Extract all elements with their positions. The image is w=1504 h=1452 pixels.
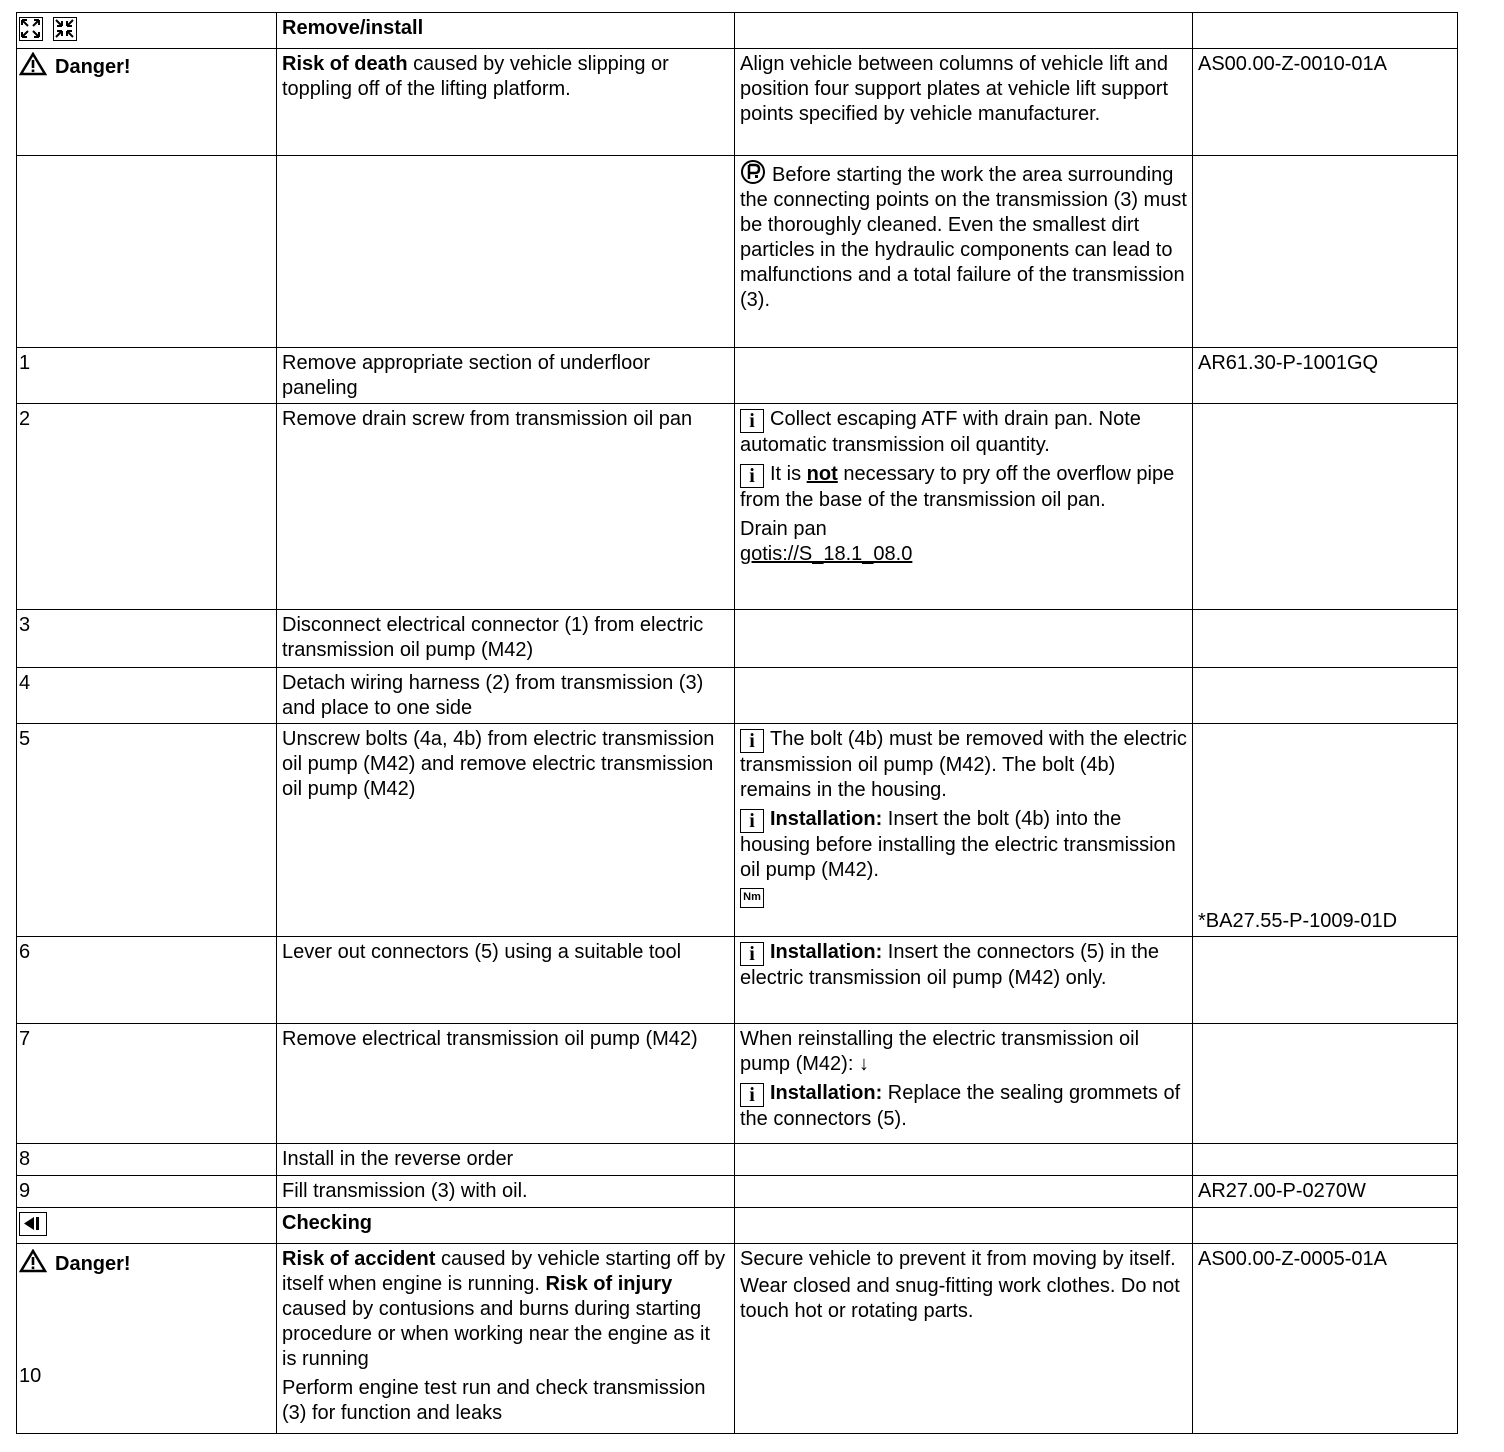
info-note: i It is not necessary to pry off the overflow pipe from the base of the transmission oil pan. (740, 463, 1175, 511)
step-action: Remove electrical transmission oil pump (M42) (277, 1024, 735, 1144)
danger-label: Danger! (55, 56, 131, 78)
info-icon: i (740, 729, 764, 753)
caution-circle-icon (740, 159, 766, 185)
info-icon: i (740, 809, 764, 833)
step-action: Remove appropriate section of underfloor paneling (277, 348, 735, 404)
clothing-measure: Wear closed and snug-fitting work clothes. Do not touch hot or rotating parts. (740, 1275, 1180, 1322)
reference-link-as00-0005[interactable]: AS00.00-Z-0005-01A (1193, 1244, 1458, 1434)
checking-header-row (17, 1208, 1458, 1244)
reference-link-ba27[interactable]: *BA27.55-P-1009-01D (1193, 724, 1458, 937)
torque-nm-icon: Nm (740, 888, 764, 908)
reference-link-as00-0010[interactable]: AS00.00-Z-0010-01A (1193, 49, 1458, 156)
step-number: 9 (17, 1176, 277, 1208)
reference-link-ar61[interactable]: AR61.30-P-1001GQ (1193, 348, 1458, 404)
step-action: Lever out connectors (5) using a suitable tool (277, 937, 735, 1024)
install-tool-icon (53, 17, 77, 41)
step-number: 2 (17, 404, 277, 610)
warning-triangle-icon (19, 1249, 47, 1273)
risk-of-death-label: Risk of death (282, 53, 408, 75)
step-action: Perform engine test run and check transmission (3) for function and leaks (282, 1377, 706, 1424)
step-row-1 (17, 348, 1458, 404)
danger-row-lift (17, 49, 1458, 156)
procedure-table (16, 12, 1458, 1434)
step-action: Remove drain screw from transmission oil pan (277, 404, 735, 610)
caution-row (17, 156, 1458, 348)
info-note: i Installation: Insert the bolt (4b) into the housing before installing the electric transmission oil pump (M42). (740, 808, 1176, 881)
info-note: i The bolt (4b) must be removed with the electric transmission oil pump (M42). The bolt (4b) remains in the housing. (740, 728, 1187, 801)
info-note: i Installation: Replace the sealing grommets of the connectors (5). (740, 1082, 1181, 1130)
step-row-8 (17, 1144, 1458, 1176)
step-row-2 (17, 404, 1458, 610)
step-row-5 (17, 724, 1458, 937)
lift-measure-text: Align vehicle between columns of vehicle lift and position four support plates at vehicle lift support points specified by vehicle manufacturer. (735, 49, 1193, 156)
risk-of-injury-label: Risk of injury (545, 1273, 673, 1295)
step-action: Unscrew bolts (4a, 4b) from electric transmission oil pump (M42) and remove electric transmission oil pump (M42) (277, 724, 735, 937)
step-action: Install in the reverse order (277, 1144, 735, 1176)
danger-row-engine: Danger! 10 Risk of accident caused by vehicle starting off by itself when engine is running. Risk of injury caused by contusions and burns during starting procedure or when working near the engine as it is running Perform engine test run and check transmission (3) for function and leaks Secure vehicle to prevent it from moving by itself. Wear closed and snug-fitting work clothes. Do not touch hot or rotating parts. AS00.00-Z-0005-01A (17, 1244, 1458, 1434)
step-action: Detach wiring harness (2) from transmission (3) and place to one side (277, 668, 735, 724)
remove-install-header-row (17, 13, 1458, 49)
back-arrow-icon (19, 1212, 47, 1236)
down-arrow-icon: ↓ (858, 1053, 869, 1075)
info-note: i Installation: Insert the connectors (5) in the electric transmission oil pump (M42) only. (740, 941, 1160, 989)
danger-label: Danger! (55, 1253, 131, 1275)
section-title-checking: Checking (277, 1208, 735, 1244)
info-note: i Collect escaping ATF with drain pan. Note automatic transmission oil quantity. (740, 408, 1141, 456)
step-row-3 (17, 610, 1458, 668)
info-icon: i (740, 409, 764, 433)
risk-of-accident-label: Risk of accident (282, 1248, 436, 1270)
risk-description: caused by vehicle slipping or toppling off of the lifting platform. (282, 53, 669, 100)
step-row-9 (17, 1176, 1458, 1208)
step-number: 1 (17, 348, 277, 404)
step-row-7 (17, 1024, 1458, 1144)
secure-vehicle-measure: Secure vehicle to prevent it from moving by itself. (740, 1248, 1176, 1270)
step-action: Fill transmission (3) with oil. (277, 1176, 735, 1208)
step-number: 7 (17, 1024, 277, 1144)
caution-text: Before starting the work the area surrounding the connecting points on the transmission (3) must be thoroughly cleaned. Even the smallest dirt particles in the hydraulic components can lead to malfunctions and a total failure of the transmission (3). (740, 164, 1187, 311)
tool-link[interactable]: gotis://S_18.1_08.0 (740, 543, 913, 565)
info-icon: i (740, 1083, 764, 1107)
step-number: 4 (17, 668, 277, 724)
step-number: 10 (19, 1365, 42, 1387)
step-row-4 (17, 668, 1458, 724)
remove-tool-icon (19, 17, 43, 41)
info-icon: i (740, 942, 764, 966)
step-number: 3 (17, 610, 277, 668)
warning-triangle-icon (19, 52, 47, 76)
step-row-6 (17, 937, 1458, 1024)
reference-link-ar27[interactable]: AR27.00-P-0270W (1193, 1176, 1458, 1208)
step-action: Disconnect electrical connector (1) from electric transmission oil pump (M42) (277, 610, 735, 668)
section-title-remove-install: Remove/install (277, 13, 735, 49)
step-number: 6 (17, 937, 277, 1024)
tool-label: Drain pan (740, 518, 827, 540)
info-icon: i (740, 464, 764, 488)
reinstall-note: When reinstalling the electric transmission oil pump (M42): (740, 1028, 1140, 1075)
step-number: 5 (17, 724, 277, 937)
step-number: 8 (17, 1144, 277, 1176)
